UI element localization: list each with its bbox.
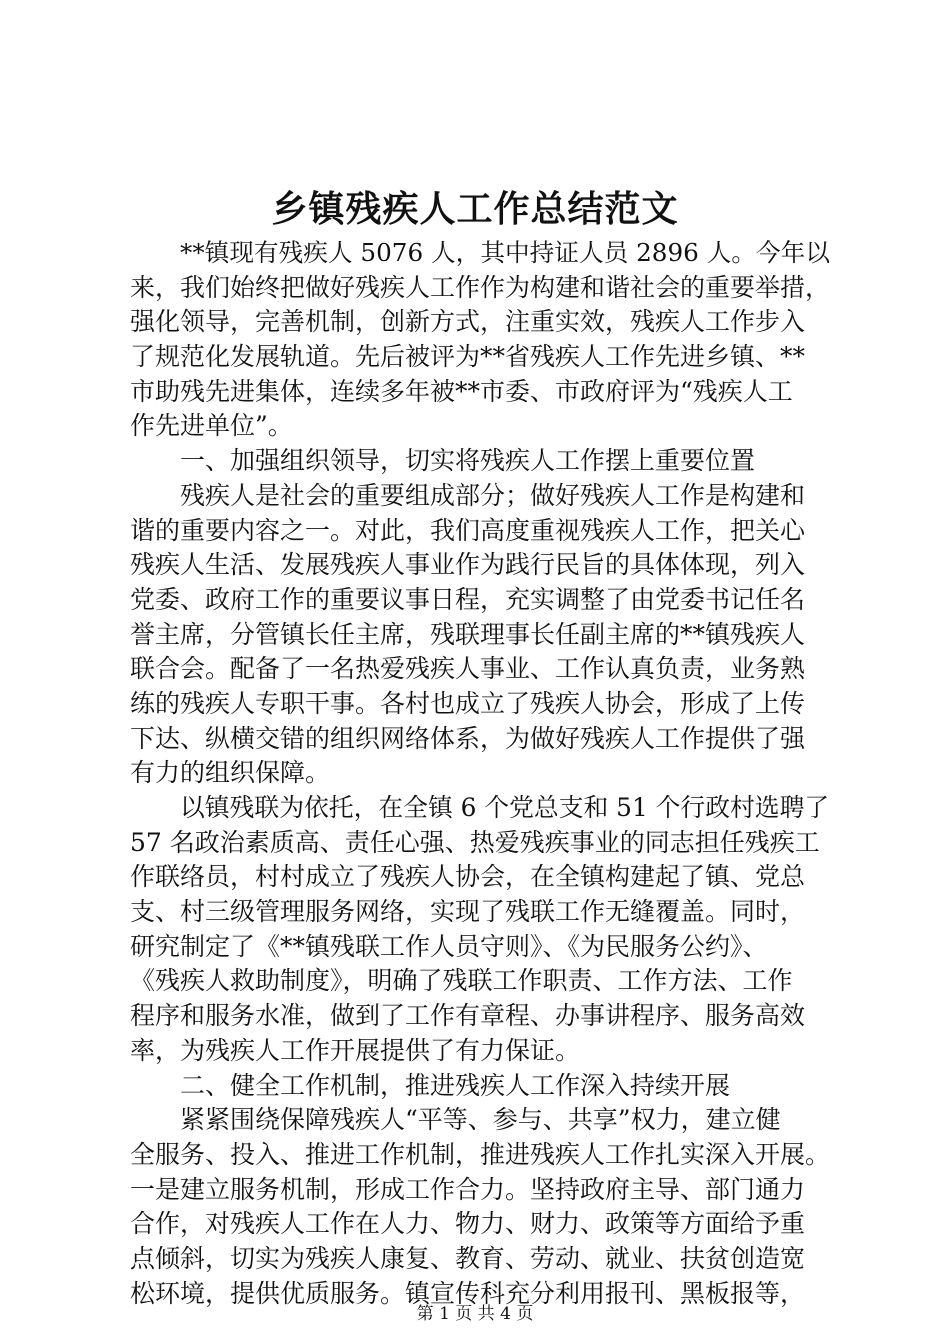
text-line: 合作，对残疾人工作在人力、物力、财力、政策等方面给予重	[130, 1209, 806, 1239]
text-line: 来，我们始终把做好残疾人工作作为构建和谐社会的重要举措，	[130, 272, 831, 302]
text-line: 研究制定了《**镇残联工作人员守则》、《为民服务公约》、	[130, 931, 768, 961]
text-line: 谐的重要内容之一。对此，我们高度重视残疾人工作，把关心	[130, 515, 806, 545]
text-line: 全服务、投入、推进工作机制，推进残疾人工作扎实深入开展。	[130, 1139, 831, 1169]
text-line: 一、加强组织领导，切实将残疾人工作摆上重要位置	[180, 446, 756, 476]
text-line: 一是建立服务机制，形成工作合力。坚持政府主导、部门通力	[130, 1174, 806, 1204]
text-line: 程序和服务水准，做到了工作有章程、办事讲程序、服务高效	[130, 1001, 806, 1031]
text-line: 57 名政治素质高、责任心强、热爱残疾事业的同志担任残疾工	[130, 827, 820, 857]
text-line: 残疾人生活、发展残疾人事业作为践行民旨的具体体现，列入	[130, 550, 806, 580]
text-line: 誉主席，分管镇长任主席，残联理事长任副主席的**镇残疾人	[130, 619, 806, 649]
text-line: 以镇残联为依托，在全镇 6 个党总支和 51 个行政村选聘了	[180, 793, 830, 822]
text-line: 练的残疾人专职干事。各村也成立了残疾人协会，形成了上传	[130, 688, 806, 718]
text-line: 强化领导，完善机制，创新方式，注重实效，残疾人工作步入	[130, 307, 806, 337]
text-line: 二、健全工作机制，推进残疾人工作深入持续开展	[180, 1070, 731, 1100]
text-line: 支、村三级管理服务网络，实现了残联工作无缝覆盖。同时，	[130, 897, 806, 927]
text-line: 《残疾人救助制度》，明确了残联工作职责、工作方法、工作	[130, 966, 793, 996]
text-line: 率，为残疾人工作开展提供了有力保证。	[130, 1035, 581, 1065]
text-line: 联合会。配备了一名热爱残疾人事业、工作认真负责，业务熟	[130, 654, 806, 684]
page-footer: 第 1 页 共 4 页	[416, 1304, 534, 1324]
text-line: 有力的组织保障。	[130, 758, 331, 788]
text-line: 市助残先进集体，连续多年被**市委、市政府评为“残疾人工	[130, 376, 793, 406]
text-line: 作联络员，村村成立了残疾人协会，在全镇构建起了镇、党总	[130, 862, 806, 892]
text-line: 党委、政府工作的重要议事日程，充实调整了由党委书记任名	[130, 584, 806, 614]
text-line: 下达、纵横交错的组织网络体系，为做好残疾人工作提供了强	[130, 723, 806, 753]
text-line: 作先进单位”。	[130, 411, 293, 441]
text-line: **镇现有残疾人 5076 人，其中持证人员 2896 人。今年以	[180, 238, 830, 267]
text-line: 点倾斜，切实为残疾人康复、教育、劳动、就业、扶贫创造宽	[130, 1243, 806, 1273]
text-line: 了规范化发展轨道。先后被评为**省残疾人工作先进乡镇、**	[130, 342, 806, 372]
text-line: 紧紧围绕保障残疾人“平等、参与、共享”权力，建立健	[180, 1105, 781, 1135]
document-title: 乡镇残疾人工作总结范文	[271, 188, 679, 230]
text-line: 残疾人是社会的重要组成部分；做好残疾人工作是构建和	[180, 480, 806, 510]
text-line: 松环境，提供优质服务。镇宣传科充分利用报刊、黑板报等，	[130, 1278, 806, 1308]
document-body	[130, 236, 830, 1311]
